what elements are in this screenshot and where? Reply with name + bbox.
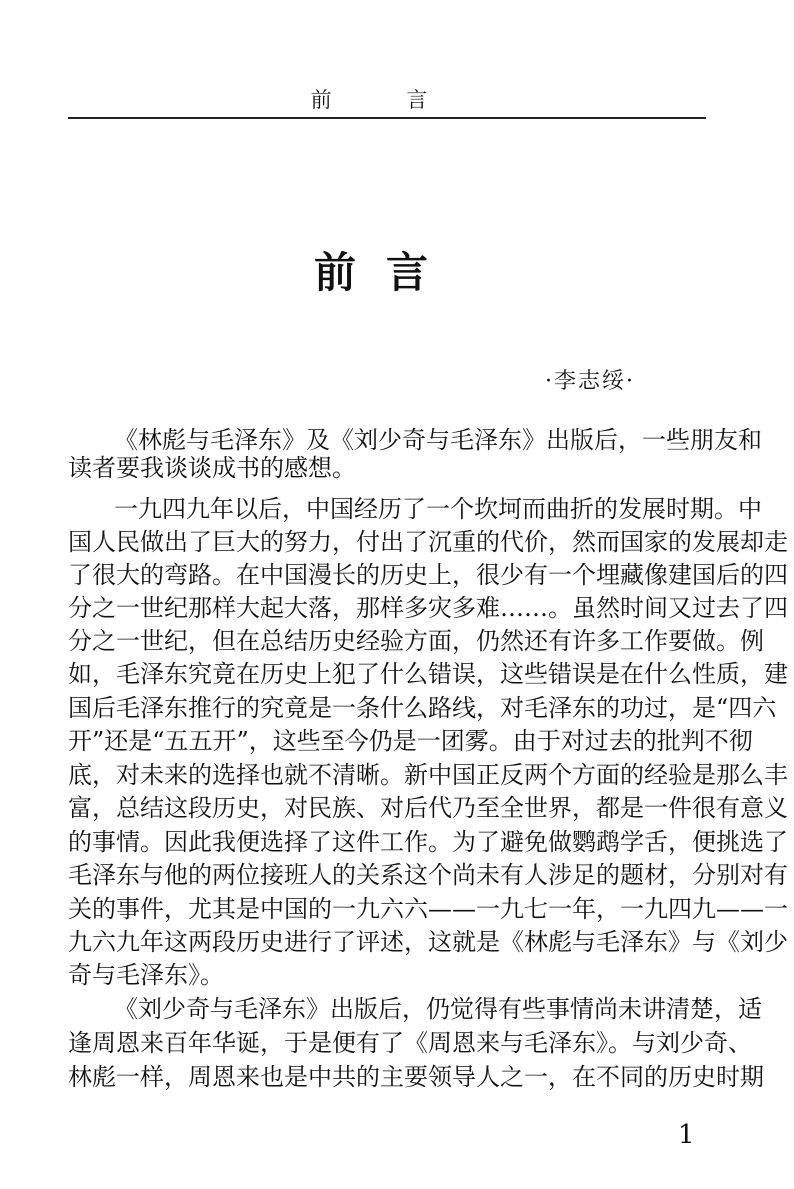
- text-line: 国后毛泽东推行的究竟是一条什么路线，对毛泽东的功过，是“四六: [68, 694, 777, 722]
- text-line: 奇与毛泽东》。: [68, 961, 224, 989]
- text-line: 《刘少奇与毛泽东》出版后，仍觉得有些事情尚未讲清楚，适: [114, 995, 762, 1023]
- text-line: 了很大的弯路。在中国漫长的历史上，很少有一个埋藏像建国后的四: [68, 561, 788, 589]
- text-line: 九六九年这两段历史进行了评述，这就是《林彪与毛泽东》与《刘少: [68, 928, 788, 956]
- text-line: 开”还是“五五开”，这些至今仍是一团雾。由于对过去的批判不彻: [68, 727, 753, 755]
- running-head: 前 言: [310, 88, 462, 112]
- text-line: 如，毛泽东究竟在历史上犯了什么错误，这些错误是在什么性质，建: [68, 660, 788, 688]
- text-line: 富，总结这段历史，对民族、对后代乃至全世界，都是一件很有意义: [68, 794, 788, 822]
- text-line: 毛泽东与他的两位接班人的关系这个尚未有人涉足的题材，分别对有: [68, 861, 788, 889]
- text-line: 《林彪与毛泽东》及《刘少奇与毛泽东》出版后，一些朋友和: [114, 426, 762, 454]
- text-line: 读者要我谈谈成书的感想。: [68, 454, 356, 482]
- text-line: 林彪一样，周恩来也是中共的主要领导人之一，在不同的历史时期: [68, 1063, 764, 1091]
- text-line: 的事情。因此我便选择了这件工作。为了避免做鹦鹉学舌，便挑选了: [68, 828, 788, 856]
- text-line: 关的事件，尤其是中国的一九六六——一九七一年，一九四九——一: [68, 895, 788, 923]
- text-line: 分之一世纪那样大起大落，那样多灾多难……。虽然时间又过去了四: [68, 594, 788, 622]
- text-line: 分之一世纪，但在总结历史经验方面，仍然还有许多工作要做。例: [68, 627, 764, 655]
- author: ·李志绥·: [545, 369, 635, 394]
- page-title: 前言: [313, 248, 458, 297]
- page-number: 1: [678, 1120, 695, 1150]
- text-line: 一九四九年以后，中国经历了一个坎坷而曲折的发展时期。中: [114, 495, 762, 523]
- text-line: 国人民做出了巨大的努力，付出了沉重的代价，然而国家的发展却走: [68, 528, 788, 556]
- header-rule: [68, 117, 706, 119]
- text-line: 底，对未来的选择也就不清晰。新中国正反两个方面的经验是那么丰: [68, 761, 788, 789]
- text-line: 逢周恩来百年华诞，于是便有了《周恩来与毛泽东》。与刘少奇、: [68, 1029, 752, 1057]
